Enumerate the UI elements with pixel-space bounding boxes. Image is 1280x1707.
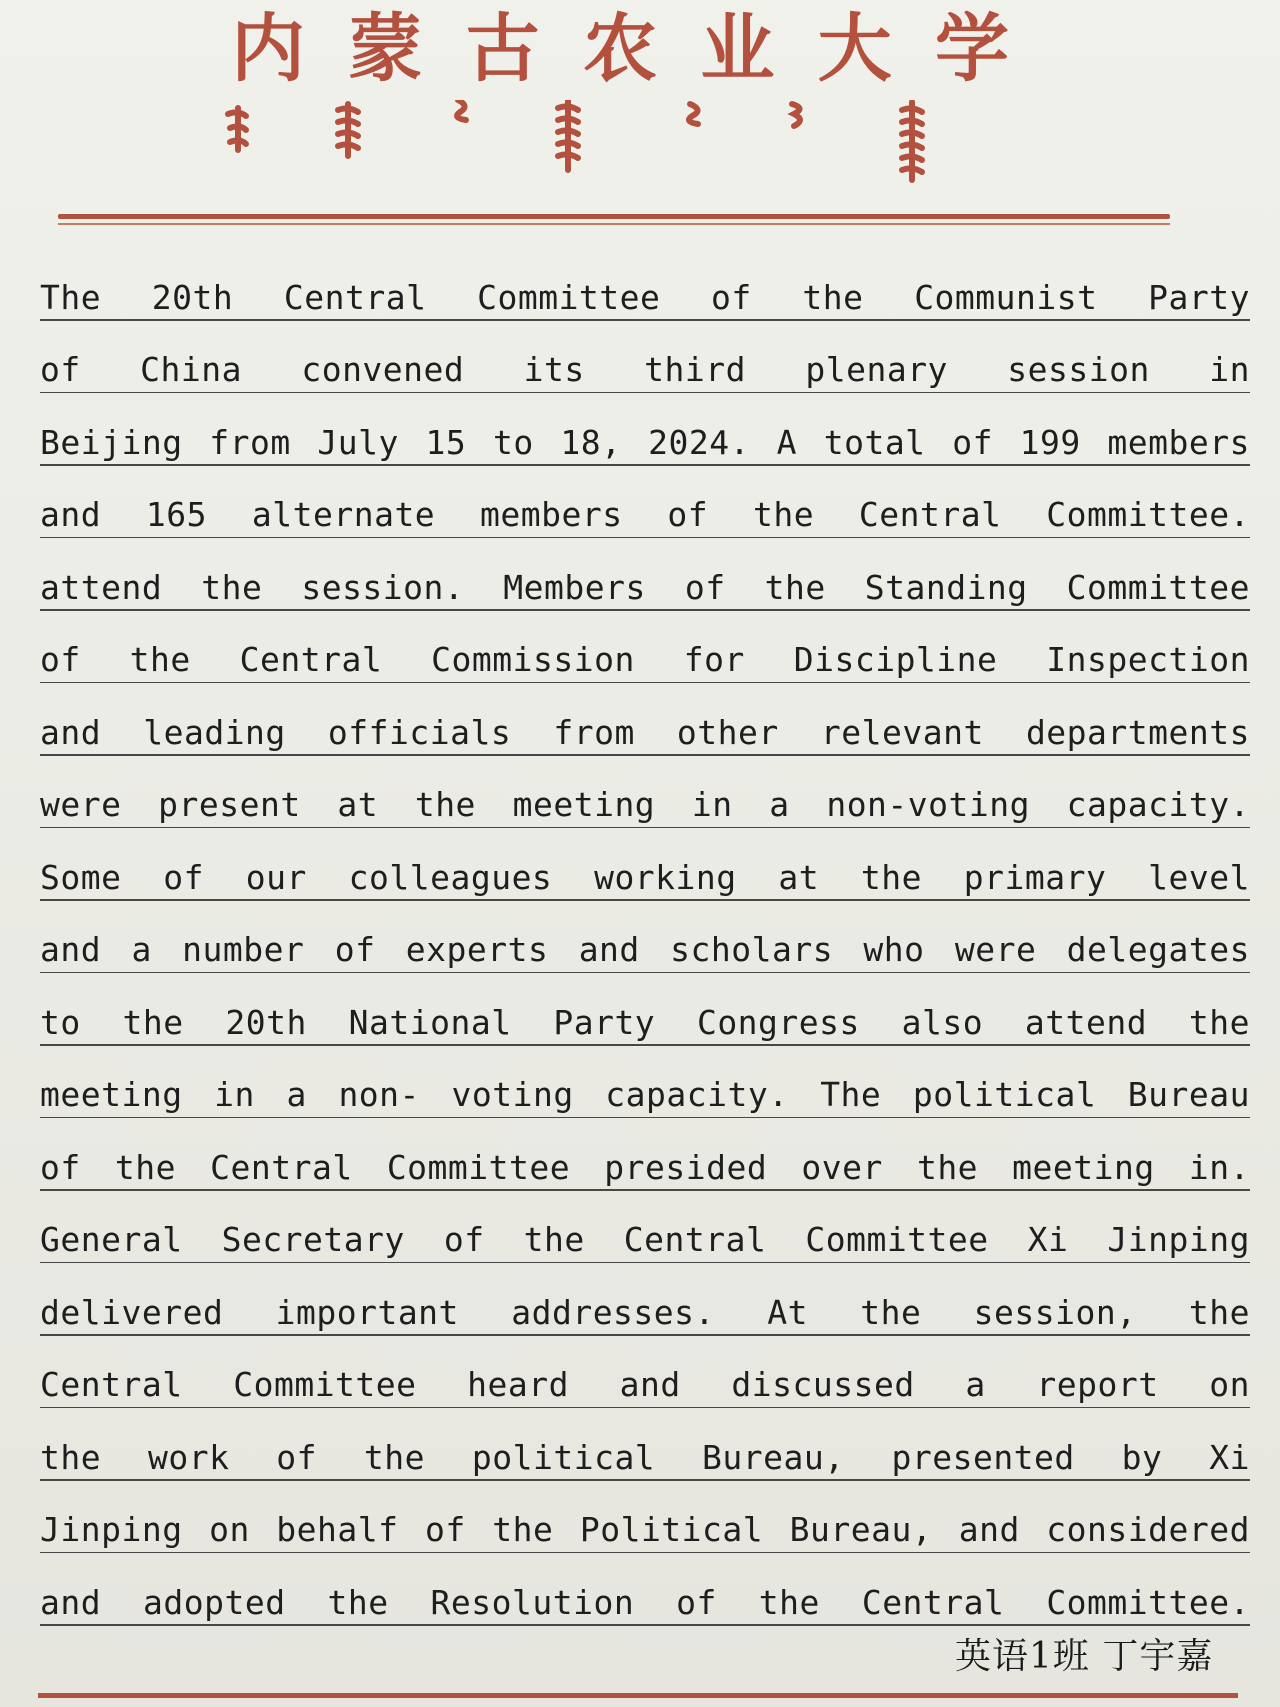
line-text: attend the session. Members of the Standing Committee	[40, 567, 1250, 607]
line-text: and leading officials from other relevant departments	[40, 712, 1250, 752]
line-text: delivered important addresses. At the session, the	[40, 1292, 1250, 1332]
text-line	[40, 756, 1250, 829]
text-line	[40, 321, 1250, 394]
line-text: Jinping on behalf of the Political Bureau, and considered	[40, 1510, 1250, 1549]
text-line	[40, 611, 1250, 684]
text-line	[40, 683, 1250, 756]
title-char: 蒙	[348, 6, 423, 92]
header-divider-thin	[58, 223, 1170, 225]
mongolian-script-letterhead	[220, 100, 1020, 185]
header-divider	[58, 214, 1170, 219]
text-line	[40, 1191, 1250, 1264]
text-line	[40, 1408, 1250, 1481]
title-char: 业	[700, 6, 775, 92]
text-line	[40, 901, 1250, 974]
text-line	[40, 1118, 1250, 1191]
title-char: 大	[817, 6, 892, 92]
text-line	[40, 248, 1250, 321]
line-text: Beijing from July 15 to 18, 2024. A total of 199 members	[40, 422, 1250, 462]
text-line	[40, 1336, 1250, 1409]
text-line	[40, 1046, 1250, 1119]
line-text: and a number of experts and scholars who were delegates	[40, 930, 1250, 969]
text-line	[40, 1481, 1250, 1554]
text-line	[40, 466, 1250, 539]
handwritten-body	[40, 248, 1250, 1626]
title-char: 古	[465, 6, 540, 92]
text-line	[40, 393, 1250, 466]
line-text: the work of the political Bureau, presented by Xi	[40, 1437, 1250, 1477]
university-letterhead-title	[220, 6, 1020, 92]
text-line	[40, 973, 1250, 1046]
footer-divider	[38, 1693, 1238, 1698]
line-text: General Secretary of the Central Committee Xi Jinping	[40, 1220, 1250, 1259]
line-text: and adopted the Resolution of the Central Committee.	[40, 1582, 1250, 1622]
line-text: The 20th Central Committee of the Communist Party	[40, 277, 1250, 317]
line-text: of the Central Commission for Discipline Inspection	[40, 640, 1250, 679]
title-char: 内	[231, 6, 305, 92]
title-char: 农	[582, 6, 657, 92]
line-text: Central Committee heard and discussed a report on	[40, 1365, 1250, 1404]
text-line	[40, 1553, 1250, 1626]
line-text: were present at the meeting in a non-voting capacity.	[40, 785, 1250, 824]
line-text: meeting in a non- voting capacity. The political Bureau	[40, 1075, 1250, 1114]
ruled-line	[40, 1624, 1250, 1626]
line-text: to the 20th National Party Congress also attend the	[40, 1002, 1250, 1042]
text-line	[40, 828, 1250, 901]
signature: 英语1班 丁宇嘉	[955, 1636, 1214, 1677]
line-text: of the Central Committee presided over the meeting in.	[40, 1147, 1250, 1187]
line-text: of China convened its third plenary session in	[40, 350, 1250, 389]
line-text: Some of our colleagues working at the primary level	[40, 857, 1250, 897]
line-text: and 165 alternate members of the Central Committee.	[40, 495, 1250, 534]
title-char: 学	[934, 6, 1009, 92]
text-line	[40, 1263, 1250, 1336]
text-line	[40, 538, 1250, 611]
